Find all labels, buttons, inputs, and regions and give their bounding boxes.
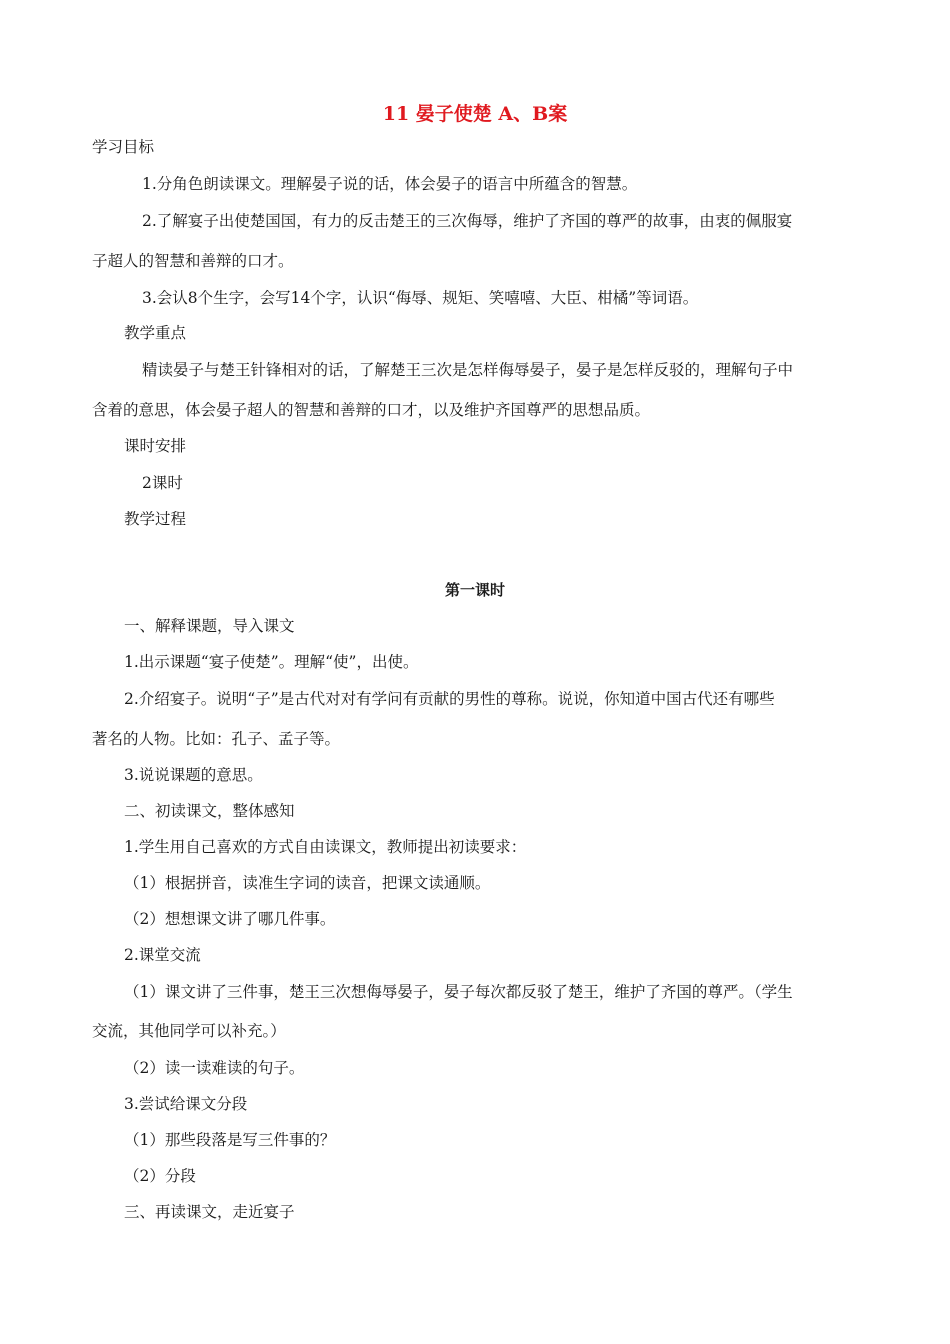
section-3-heading: 三、再读课文，走近宴子 xyxy=(124,1203,295,1221)
key-points-heading: 教学重点 xyxy=(124,324,187,342)
section-2-item-2a-line-1: （1）课文讲了三件事，楚王三次想侮辱晏子，晏子每次都反驳了楚王，维护了齐国的尊严。（学生 xyxy=(124,983,793,1001)
process-heading: 教学过程 xyxy=(124,510,187,528)
section-2-item-3b: （2）分段 xyxy=(124,1167,196,1185)
section-1-heading: 一、解释课题，导入课文 xyxy=(124,617,295,635)
key-points-line-1: 精读晏子与楚王针锋相对的话，了解楚王三次是怎样侮辱晏子，晏子是怎样反驳的，理解句子中 xyxy=(142,361,794,379)
section-2-item-2a-line-2: 交流，其他同学可以补充。） xyxy=(92,1022,286,1040)
objective-item-2-line-1: 2.了解宴子出使楚国国，有力的反击楚王的三次侮辱，维护了齐国的尊严的故事，由衷的佩服宴 xyxy=(142,212,793,230)
section-2-item-2: 2.课堂交流 xyxy=(124,946,201,964)
section-1-item-2-line-1: 2.介绍宴子。说明“子”是古代对对有学问有贡献的男性的尊称。说说，你知道中国古代还有哪些 xyxy=(124,690,775,708)
schedule-heading: 课时安排 xyxy=(124,437,187,455)
schedule-value: 2课时 xyxy=(142,474,183,492)
section-2-item-3a: （1）那些段落是写三件事的？ xyxy=(124,1131,336,1149)
section-2-heading: 二、初读课文，整体感知 xyxy=(124,802,295,820)
section-2-item-1a: （1）根据拼音，读准生字词的读音，把课文读通顺。 xyxy=(124,874,491,892)
section-2-item-1: 1.学生用自己喜欢的方式自由读课文，教师提出初读要求： xyxy=(124,838,527,856)
key-points-line-2: 含着的意思，体会晏子超人的智慧和善辩的口才，以及维护齐国尊严的思想品质。 xyxy=(92,401,651,419)
section-2-item-2b: （2）读一读难读的句子。 xyxy=(124,1059,305,1077)
document-title: 11 晏子使楚 A、B案 xyxy=(382,103,568,125)
section-1-item-3: 3.说说课题的意思。 xyxy=(124,766,263,784)
section-2-item-3: 3.尝试给课文分段 xyxy=(124,1095,248,1113)
objectives-heading: 学习目标 xyxy=(92,138,155,156)
lesson-1-heading: 第一课时 xyxy=(444,581,505,599)
section-1-item-1: 1.出示课题“宴子使楚”。理解“使”，出使。 xyxy=(124,653,419,671)
objective-item-1: 1.分角色朗读课文。理解晏子说的话，体会晏子的语言中所蕴含的智慧。 xyxy=(142,175,638,193)
objective-item-2-line-2: 子超人的智慧和善辩的口才。 xyxy=(92,252,294,270)
objective-item-3: 3.会认8个生字，会写14个字，认识“侮辱、规矩、笑嘻嘻、大臣、柑橘”等词语。 xyxy=(142,289,699,307)
section-1-item-2-line-2: 著名的人物。比如：孔子、孟子等。 xyxy=(92,730,341,748)
section-2-item-1b: （2）想想课文讲了哪几件事。 xyxy=(124,910,336,928)
